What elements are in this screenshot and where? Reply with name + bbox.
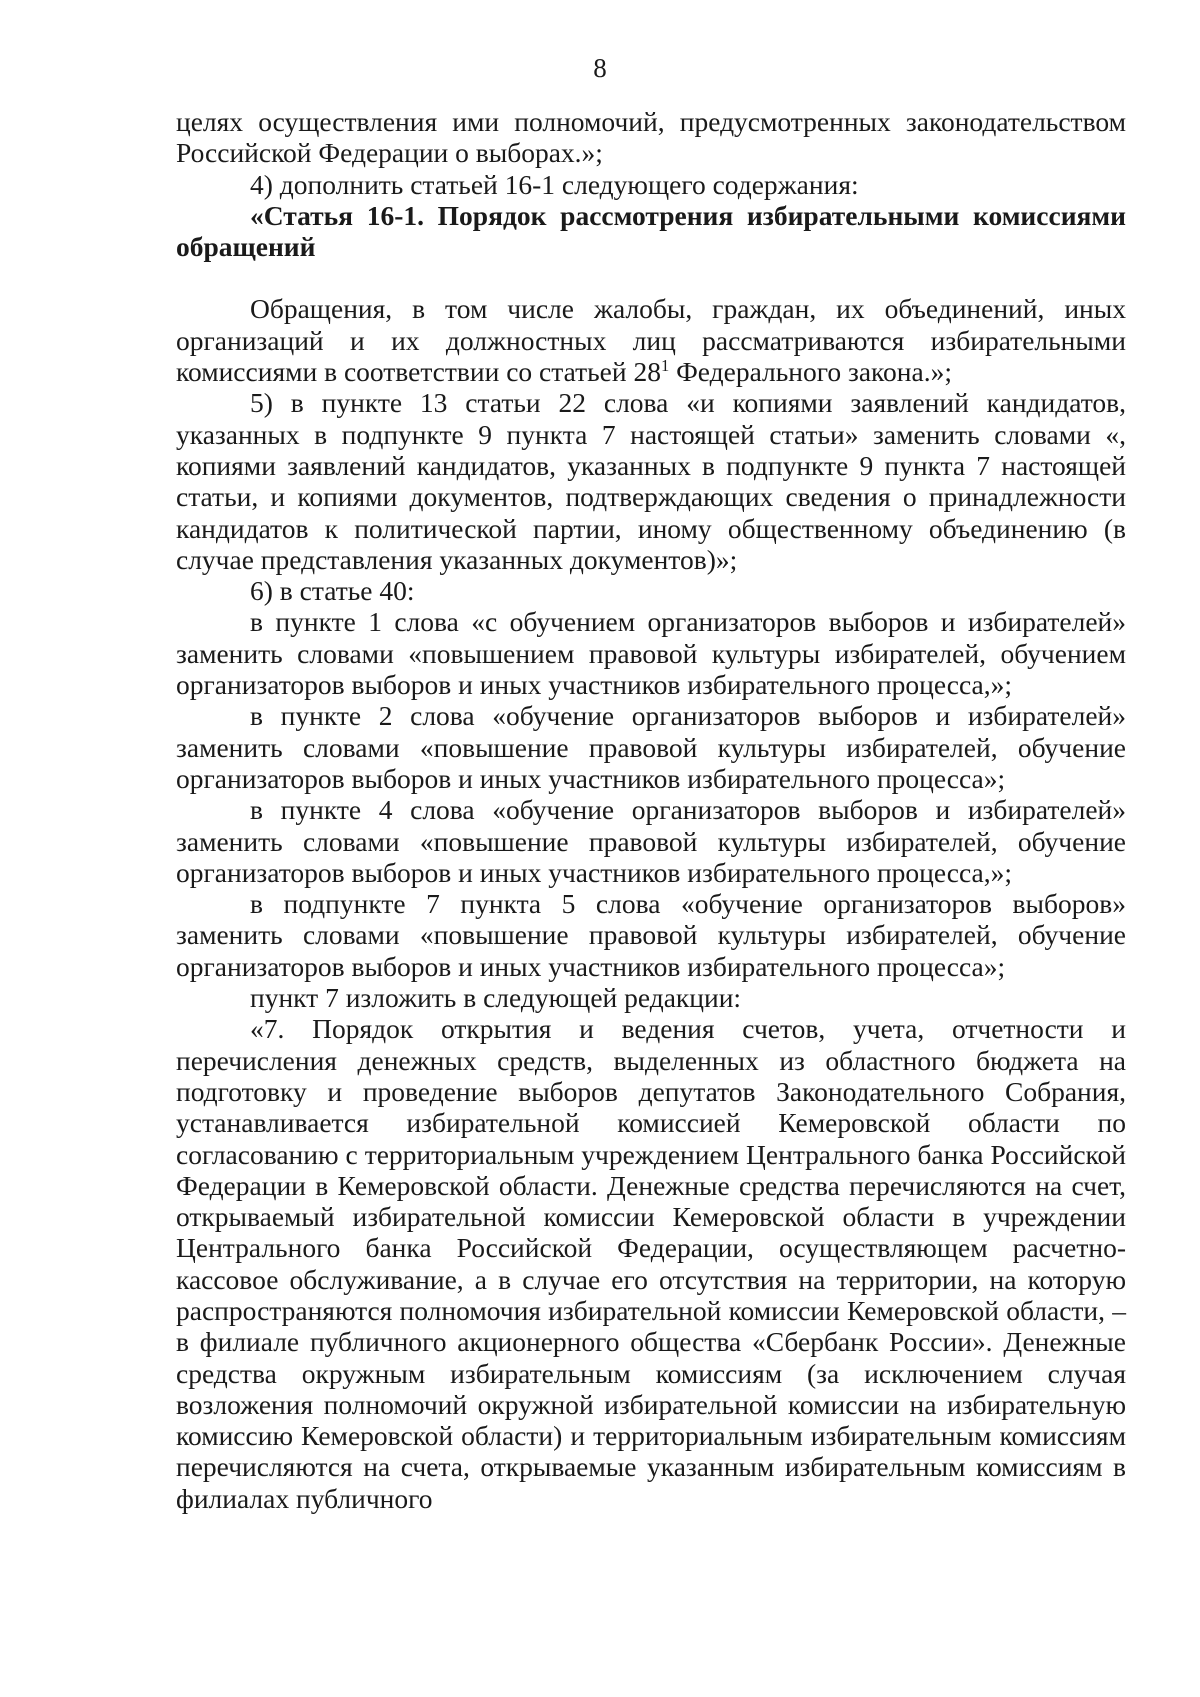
paragraph-item-4: 4) дополнить статьей 16-1 следующего содержания: <box>250 168 859 200</box>
superscript: 1 <box>660 355 670 375</box>
article-heading: «Статья 16-1. Порядок рассмотрения избирательными комиссиями обращений <box>176 199 1126 263</box>
spacer <box>176 262 1126 293</box>
paragraph-item-6: 6) в статье 40: <box>250 575 415 607</box>
paragraph-point-7-text: «7. Порядок открытия и ведения счетов, учета, отчетности и перечисления денежных средств, выделенных из областного бюджета на подготовку и проведение выборов депутатов Законодательного Собрания, устанавливается избирательной комиссией Кемеровской области по согласованию с территориальным учреждением Центрального банка Российской Федерации в Кемеровской области. Денежные средства перечисляются на счет, открываемый избирательной комиссии Кемеровской области в учреждении Центрального банка Российской Федерации, осуществляющем расчетно-кассовое обслуживание, а в случае его отсутствия на территории, на которую распространяются полномочия избирательной комиссии Кемеровской области, – в филиале публичного акционерного общества «Сбербанк России». Денежные средства окружным избирательным комиссиям (за исключением случая возложения полномочий окружной избирательной комиссии на избирательную комиссию Кемеровской области) и территориальным избирательным комиссиям перечисляются на счета, открываемые указанным избирательным комиссиям в филиалах публичного <box>176 1013 1126 1514</box>
paragraph-point-1: в пункте 1 слова «с обучением организаторов выборов и избирателей» заменить словами «повышением правовой культуры избирателей, обучением организаторов выборов и иных участников избирательного процесса,»; <box>176 606 1126 701</box>
paragraph-item-5: 5) в пункте 13 статьи 22 слова «и копиями заявлений кандидатов, указанных в подпункте 9 пункта 7 настоящей статьи» заменить словами «, копиями заявлений кандидатов, указанных в подпункте 9 пункта 7 настоящей статьи, и копиями документов, подтверждающих сведения о принадлежности кандидатов к политической партии, иному общественному объединению (в случае представления указанных документов)»; <box>176 387 1126 575</box>
paragraph-appeals-tail: Федерального закона.»; <box>669 356 952 388</box>
paragraph-appeals <box>176 293 1126 387</box>
document-body <box>176 106 1126 1514</box>
paragraph-point-7-intro: пункт 7 изложить в следующей редакции: <box>250 982 742 1014</box>
paragraph-continuation: целях осуществления ими полномочий, предусмотренных законодательством Российской Федерации о выборах.»; <box>176 106 1126 169</box>
paragraph-point-4: в пункте 4 слова «обучение организаторов выборов и избирателей» заменить словами «повышение правовой культуры избирателей, обучение организаторов выборов и иных участников избирательного процесса,»; <box>176 794 1126 888</box>
page-number: 8 <box>593 53 607 83</box>
paragraph-point-2: в пункте 2 слова «обучение организаторов выборов и избирателей» заменить словами «повышение правовой культуры избирателей, обучение организаторов выборов и иных участников избирательного процесса»; <box>176 700 1126 794</box>
paragraph-subpoint-7: в подпункте 7 пункта 5 слова «обучение организаторов выборов» заменить словами «повышение правовой культуры избирателей, обучение организаторов выборов и иных участников избирательного процесса»; <box>176 888 1126 982</box>
paragraph-appeals-text: Обращения, в том числе жалобы, граждан, их объединений, иных организаций и их должностных лиц рассматриваются избирательными комиссиями в соответствии со статьей 28 <box>176 293 1126 388</box>
